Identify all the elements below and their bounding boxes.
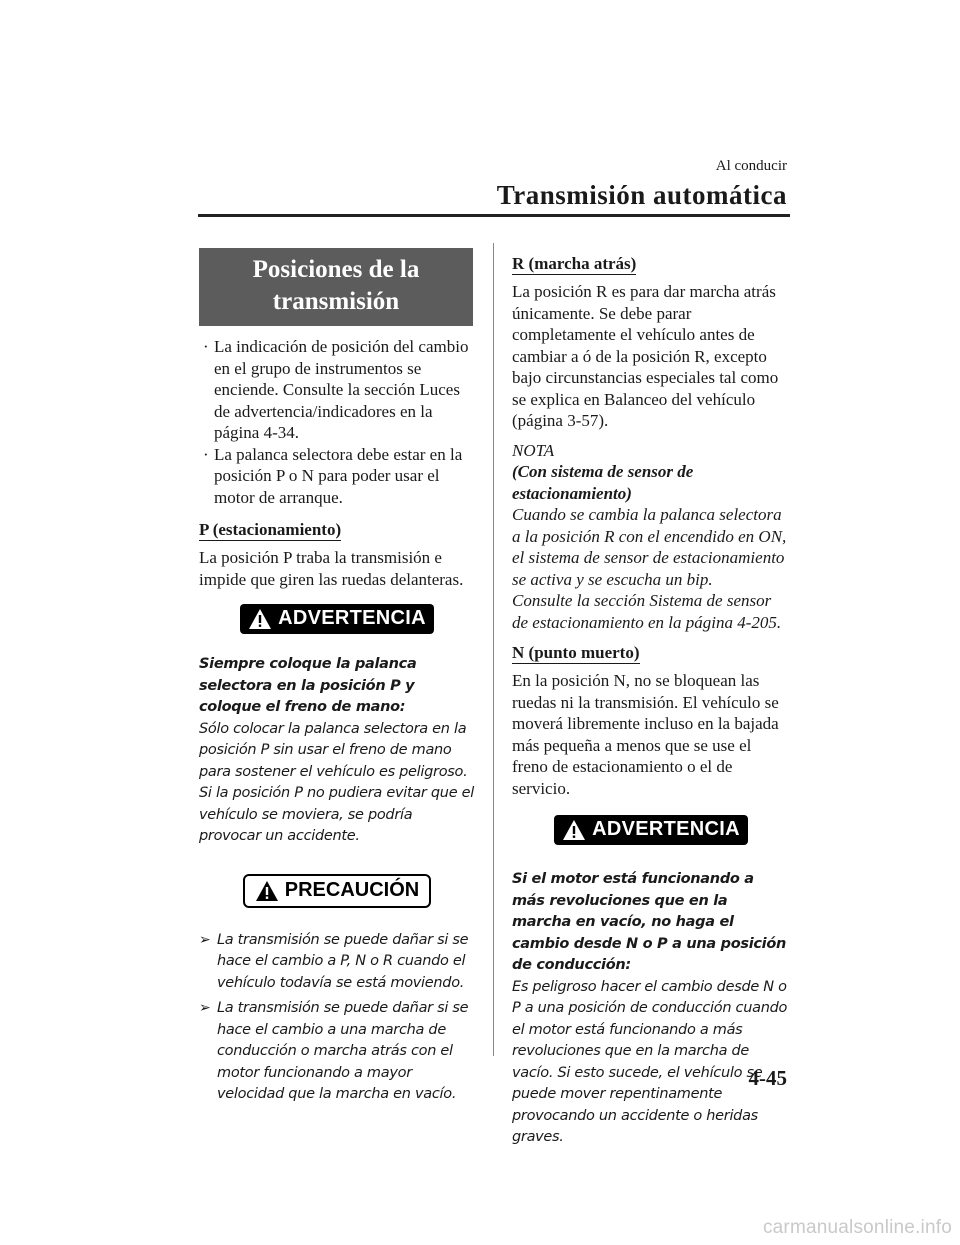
warning-lead-2: Si el motor está funcionando a más revoluciones que en la marcha en vacío, no haga el cambio desde N o P a una posición de conducción: <box>512 871 787 973</box>
bullet-icon: · <box>203 337 209 356</box>
column-divider <box>493 243 494 1056</box>
arrow-bullet-icon: ➢ <box>199 931 211 948</box>
warning-badge-wrap-2 <box>512 815 790 845</box>
list-item: ➢ La transmisión se puede dañar si se hace el cambio a P, N o R cuando el vehículo todavía se está moviendo. <box>199 931 469 991</box>
r-description: La posición R es para dar marcha atrás únicamente. Se debe parar completamente el vehículo antes de cambiar a ó de la posición R, excepto bajo circunstancias especiales tal como se explica en Balanceo del vehículo (página 3-57). <box>512 282 779 430</box>
warning-triangle-icon <box>248 608 272 630</box>
warning-body: Sólo colocar la palanca selectora en la posición P sin usar el freno de mano para sostener el vehículo es peligroso. Si la posición P no pudiera evitar que el vehículo se moviera, se podría provocar un accidente. <box>199 720 474 844</box>
note-subtitle: (Con sistema de sensor de estacionamiento) <box>512 462 694 503</box>
watermark: carmanualsonline.info <box>762 1217 952 1238</box>
section-title: Transmisión automática <box>496 180 787 210</box>
list-item: ➢ La transmisión se puede dañar si se hace el cambio a una marcha de conducción o marcha atrás con el motor funcionando a mayor velocidad que la marcha en vacío. <box>199 1000 469 1102</box>
bullet-icon: · <box>203 444 209 464</box>
n-description: En la posición N, no se bloquean las ruedas ni la transmisión. El vehículo se moverá libremente incluso en la bajada más pequeña a menos que se use el freno de estacionamiento o el de servicio. <box>512 671 779 798</box>
p-description: La posición P traba la transmisión e impide que giren las ruedas delanteras. <box>199 548 464 589</box>
r-heading: R (marcha atrás) <box>512 254 637 273</box>
warning-body-2: Es peligroso hacer el cambio desde N o P a una posición de conducción cuando el motor está funcionando a más revoluciones que en la marcha de vacío. Si esto sucede, el vehículo se puede mover repentinamente provocando un accidente o heridas graves. <box>512 978 788 1145</box>
page-number: 4-45 <box>748 1066 787 1090</box>
caution-badge-wrap <box>199 874 475 908</box>
list-item: · La palanca selectora debe estar en la posición P o N para poder usar el motor de arranque. <box>203 444 463 507</box>
warning-lead: Siempre coloque la palanca selectora en la posición P y coloque el freno de mano: <box>199 656 417 715</box>
caution-triangle-icon <box>255 880 279 902</box>
topic-title-box <box>199 248 473 326</box>
arrow-bullet-icon: ➢ <box>199 1000 211 1016</box>
chapter-label: Al conducir <box>715 158 787 174</box>
caution-label: PRECAUCIÓN <box>284 878 420 901</box>
caution-badge <box>243 874 431 908</box>
note-text-2: Consulte la sección Sistema de sensor de estacionamiento en la página 4-205. <box>512 591 782 632</box>
warning-badge-2 <box>554 815 748 845</box>
topic-title-line2: transmisión <box>272 288 400 315</box>
n-heading: N (punto muerto) <box>512 643 640 662</box>
topic-title-line1: Posiciones de la <box>252 256 420 283</box>
warning-triangle-icon <box>562 819 586 841</box>
note-title: NOTA <box>512 440 555 460</box>
warning-text <box>199 654 475 848</box>
note-text-1: Cuando se cambia la palanca selectora a la posición R con el encendido en ON, el sistema de sensor de estacionamiento se activa y se escucha un bip. <box>512 505 787 589</box>
warning-label: ADVERTENCIA <box>278 607 426 630</box>
warning-badge-wrap <box>199 604 475 634</box>
left-column <box>199 248 475 1110</box>
p-heading: P (estacionamiento) <box>199 520 342 539</box>
note-block <box>512 440 790 634</box>
warning-label-2: ADVERTENCIA <box>592 818 740 841</box>
right-column <box>512 250 790 1149</box>
header-rule <box>198 214 790 217</box>
intro-bullets <box>199 336 475 508</box>
warning-badge <box>240 604 434 634</box>
warning-text-2 <box>512 869 790 1149</box>
list-item: · La indicación de posición del cambio en el grupo de instrumentos se enciende. Consulte la sección Luces de advertencia/indicadores en la página 4-34. <box>203 337 469 442</box>
caution-list <box>199 930 475 1106</box>
